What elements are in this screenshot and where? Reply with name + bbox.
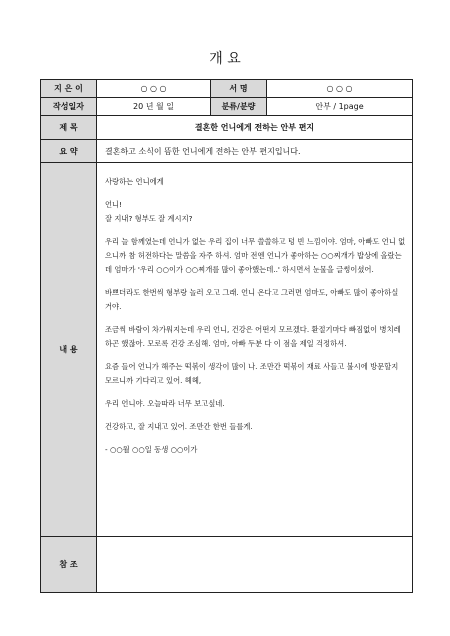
content-row bbox=[41, 163, 413, 537]
summary-label: 요 약 bbox=[41, 140, 97, 163]
reference-label: 참 조 bbox=[41, 537, 97, 593]
letter-paragraph: 우리 언니야. 오늘따라 너무 보고싶네. bbox=[105, 399, 225, 408]
letter-opening-line: 언니! bbox=[105, 200, 123, 209]
signature-value: ○ ○ ○ bbox=[267, 80, 413, 98]
subject-label: 제 목 bbox=[41, 116, 97, 140]
summary-row bbox=[41, 140, 413, 163]
letter-paragraph: 건강하고, 잘 지내고 있어. 조만간 한번 들를게. bbox=[105, 422, 253, 431]
author-label: 지 은 이 bbox=[41, 80, 97, 98]
category-value: 안부 / 1page bbox=[267, 98, 413, 116]
letter-paragraph: 우리 늘 함께였는데 언니가 없는 우리 집이 너무 쓸쓸하고 텅 빈 느낌이야. 엄마, 아빠도 언니 없으니까 참 허전하다는 말씀을 자주 하셔. 엄마 전엔 언니가 좋아하는 ○○찌개가 밥상에 올랐는데 엄마가 '우리 ○○이가 ○○찌개를 많이 좋아했는데..' 하시면서 눈물을 글썽이셨어. bbox=[105, 237, 406, 274]
letter-signature: - ○○월 ○○일 동생 ○○이가 bbox=[105, 445, 198, 454]
subject-value: 결혼한 언니에게 전하는 안부 편지 bbox=[97, 116, 413, 140]
signature-label: 서 명 bbox=[211, 80, 267, 98]
letter-body bbox=[97, 163, 413, 537]
summary-value: 결혼하고 소식이 뜸한 언니에게 전하는 안부 편지입니다. bbox=[97, 140, 413, 163]
date-label: 작성일자 bbox=[41, 98, 97, 116]
author-value: ○ ○ ○ bbox=[97, 80, 211, 98]
letter-paragraph: 조금씩 바람이 차가워지는데 우리 언니, 건강은 어떤지 모르겠다. 환절기마다 빠짐없이 병치레하곤 했잖아. 모로록 건강 조심해. 엄마, 아빠 두분 다 이 점을 제일 걱정하셔. bbox=[105, 325, 401, 348]
letter-paragraph: 바쁘더라도 한번씩 형부랑 놀러 오고 그래. 언니 온다고 그러면 엄마도, 아빠도 많이 좋아하실 거야. bbox=[105, 288, 399, 311]
letter-paragraph: 요즘 들어 언니가 해주는 떡볶이 생각이 많이 나. 조만간 떡볶이 재료 사들고 불시에 방문할지 모르니까 기다리고 있어. 헤헤, bbox=[105, 362, 399, 385]
date-value: 20 년 월 일 bbox=[97, 98, 211, 116]
reference-row bbox=[41, 537, 413, 593]
author-row bbox=[41, 80, 413, 98]
content-label: 내 용 bbox=[41, 163, 97, 537]
reference-value bbox=[97, 537, 413, 593]
category-label: 분류/분량 bbox=[211, 98, 267, 116]
subject-row bbox=[41, 116, 413, 140]
date-row bbox=[41, 98, 413, 116]
document-title: 개 요 bbox=[209, 51, 241, 67]
letter-greeting: 사랑하는 언니에게 bbox=[105, 177, 164, 186]
letter-opening-line: 잘 지내? 형부도 잘 계시지? bbox=[105, 214, 193, 223]
overview-form bbox=[40, 79, 413, 593]
